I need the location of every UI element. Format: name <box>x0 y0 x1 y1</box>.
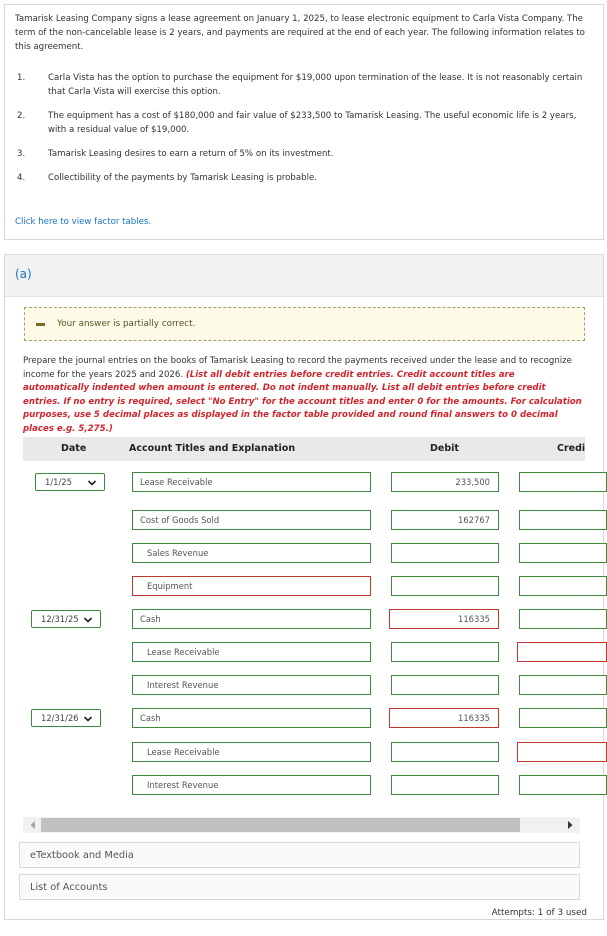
account-value: Lease Receivable <box>147 747 220 757</box>
list-of-accounts-panel[interactable] <box>19 874 580 900</box>
debit-value: 233,500 <box>455 477 490 487</box>
instructions-text: Prepare the journal entries on the books of Tamarisk Leasing to record the payments received under the lease and to recognize income for the years 2025 and 2026. <box>23 356 572 380</box>
table-header <box>23 437 585 461</box>
factor-tables-link[interactable]: Click here to view factor tables. <box>15 217 152 227</box>
date-value: 12/31/26 <box>41 713 79 723</box>
credit-input[interactable] <box>519 543 607 563</box>
chevron-down-icon <box>83 714 93 724</box>
credit-input[interactable] <box>519 675 607 695</box>
problem-card <box>4 4 604 240</box>
account-input[interactable] <box>132 576 371 596</box>
debit-input[interactable] <box>391 472 499 492</box>
item-text: Carla Vista has the option to purchase the equipment for $19,000 upon termination of the lease. It is not reasonably certain that Carla Vista will exercise this option. <box>48 73 583 97</box>
credit-input[interactable] <box>519 576 607 596</box>
date-header: Date <box>61 443 87 454</box>
debit-input[interactable] <box>389 708 499 728</box>
debit-header: Debit <box>430 443 459 454</box>
account-value: Interest Revenue <box>147 680 219 690</box>
item-number: 1. <box>17 73 26 83</box>
date-select[interactable] <box>31 709 101 727</box>
account-input[interactable] <box>132 775 371 795</box>
scroll-left-icon[interactable] <box>28 820 38 830</box>
debit-value: 116335 <box>458 614 490 624</box>
date-select[interactable] <box>31 610 101 628</box>
account-input[interactable] <box>132 543 371 563</box>
account-header: Account Titles and Explanation <box>129 443 296 454</box>
chevron-down-icon <box>83 615 93 625</box>
debit-input[interactable] <box>391 675 499 695</box>
account-input[interactable] <box>132 675 371 695</box>
debit-input[interactable] <box>391 642 499 662</box>
debit-input[interactable] <box>391 543 499 563</box>
debit-input[interactable] <box>389 609 499 629</box>
credit-input[interactable] <box>517 742 607 762</box>
feedback-message: Your answer is partially correct. <box>57 319 196 329</box>
account-input[interactable] <box>132 472 371 492</box>
item-number: 2. <box>17 111 26 121</box>
item-text: Tamarisk Leasing desires to earn a return of 5% on its investment. <box>48 149 334 159</box>
account-input[interactable] <box>132 708 371 728</box>
credit-header: Credi <box>557 443 586 454</box>
item-number: 4. <box>17 173 26 183</box>
debit-input[interactable] <box>391 576 499 596</box>
item-number: 3. <box>17 149 26 159</box>
debit-value: 116335 <box>458 713 490 723</box>
account-value: Equipment <box>147 581 193 591</box>
instructions <box>23 355 583 436</box>
date-value: 12/31/25 <box>41 614 79 624</box>
debit-input[interactable] <box>391 742 499 762</box>
credit-input[interactable] <box>519 510 607 530</box>
account-value: Sales Revenue <box>147 548 209 558</box>
debit-input[interactable] <box>391 510 499 530</box>
part-header <box>5 255 603 297</box>
credit-input[interactable] <box>519 708 607 728</box>
problem-intro: Tamarisk Leasing Company signs a lease agreement on January 1, 2025, to lease electronic equipment to Carla Vista Company. The term of the non-cancelable lease is 2 years, and payments are required at the end of each year. The following information relates to this agreement. <box>15 14 585 52</box>
account-value: Lease Receivable <box>140 477 213 487</box>
account-input[interactable] <box>132 642 371 662</box>
date-value: 1/1/25 <box>45 477 72 487</box>
etextbook-label: eTextbook and Media <box>30 850 134 861</box>
instructions-note: (List all debit entries before credit entries. Credit account titles are automatically indented when amount is entered. Do not indent manually. List all debit entries before credit entries. If no entry is required, select "No Entry" for the account titles and enter 0 for the amounts. For calculation purposes, use 5 decimal places as displayed in the factor table provided and round final answers to 0 decimal places e.g. 5,275.) <box>23 369 582 434</box>
list-of-accounts-label: List of Accounts <box>30 882 108 893</box>
attempts-counter: Attempts: 1 of 3 used <box>491 908 587 918</box>
debit-input[interactable] <box>391 775 499 795</box>
account-input[interactable] <box>132 510 371 530</box>
account-value: Cash <box>140 713 161 723</box>
chevron-down-icon <box>87 478 97 488</box>
partial-correct-icon <box>36 323 45 326</box>
account-input[interactable] <box>132 609 371 629</box>
horizontal-scrollbar[interactable] <box>23 817 580 833</box>
scrollbar-thumb[interactable] <box>41 818 520 832</box>
account-value: Cash <box>140 614 161 624</box>
item-text: The equipment has a cost of $180,000 and fair value of $233,500 to Tamarisk Leasing. The useful economic life is 2 years, with a residual value of $19,000. <box>48 111 577 135</box>
account-value: Interest Revenue <box>147 780 219 790</box>
account-value: Lease Receivable <box>147 647 220 657</box>
account-value: Cost of Goods Sold <box>140 515 220 525</box>
credit-input[interactable] <box>519 472 607 492</box>
date-select[interactable] <box>35 473 105 491</box>
part-label: (a) <box>15 267 32 281</box>
scroll-right-icon[interactable] <box>565 820 575 830</box>
credit-input[interactable] <box>519 775 607 795</box>
credit-input[interactable] <box>517 642 607 662</box>
feedback-banner <box>24 307 585 341</box>
account-input[interactable] <box>132 742 371 762</box>
debit-value: 162767 <box>458 515 490 525</box>
item-text: Collectibility of the payments by Tamarisk Leasing is probable. <box>48 173 317 183</box>
credit-input[interactable] <box>519 609 607 629</box>
etextbook-panel[interactable] <box>19 842 580 868</box>
